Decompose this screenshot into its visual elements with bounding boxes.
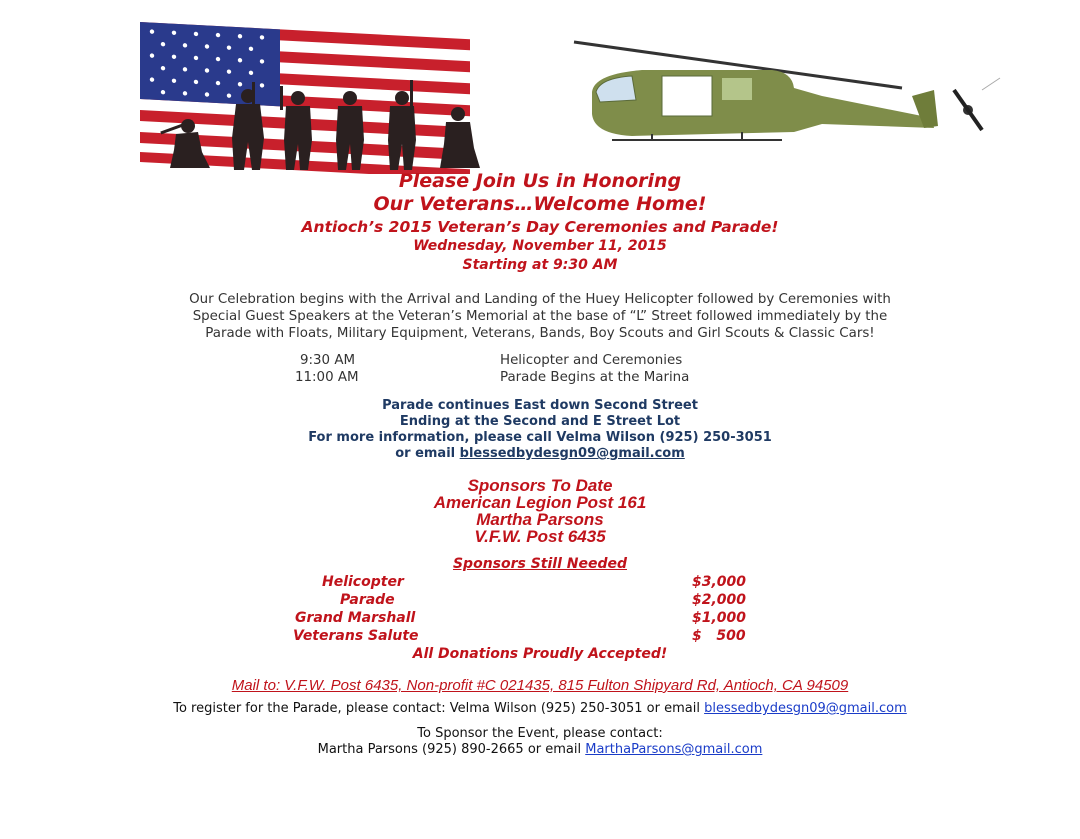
flag-soldiers-image — [140, 22, 485, 174]
parade-route-line-1: Parade continues East down Second Street — [382, 398, 698, 413]
heading-line-2: Our Veterans…Welcome Home! — [373, 193, 707, 215]
sponsors-needed-title — [0, 556, 1080, 572]
info-contact-line: For more information, please call Velma Wilson (925) 250-3051 — [308, 430, 772, 445]
parade-route-line-2: Ending at the Second and E Street Lot — [399, 414, 681, 429]
sponsor-item-amount-2: $2,000 — [692, 592, 747, 608]
sponsor-item-amount-1: $3,000 — [692, 574, 747, 590]
sponsor-name-3: V.F.W. Post 6435 — [474, 527, 606, 546]
sponsor-name-1: American Legion Post 161 — [433, 493, 647, 512]
event-start-time: Starting at 9:30 AM — [462, 257, 618, 273]
sponsor-contact-line-1: To Sponsor the Event, please contact: — [417, 726, 663, 741]
heading-line-1: Please Join Us in Honoring — [398, 170, 682, 192]
schedule-event-2: Parade Begins at the Marina — [500, 370, 690, 385]
mail-to-address — [0, 677, 1080, 694]
sponsor-contact-email-link[interactable]: MarthaParsons@gmail.com — [585, 742, 763, 757]
sponsor-item-label-3: Grand Marshall — [295, 610, 416, 626]
heading-line-3: Antioch’s 2015 Veteran’s Day Ceremonies and Parade! — [301, 218, 779, 236]
info-email-line — [0, 446, 1080, 461]
info-email-link[interactable]: blessedbydesgn09@gmail.com — [459, 446, 685, 461]
sponsor-contact-line-2 — [0, 742, 1080, 757]
info-email-prefix: or email — [395, 446, 460, 461]
sponsor-item-label-2: Parade — [340, 592, 395, 608]
sponsor-item-label-4: Veterans Salute — [293, 628, 419, 644]
register-email-link[interactable]: blessedbydesgn09@gmail.com — [704, 701, 907, 716]
sponsor-item-amount-3: $1,000 — [692, 610, 747, 626]
donations-accepted: All Donations Proudly Accepted! — [412, 646, 668, 662]
sponsor-item-amount-4: $ 500 — [692, 628, 746, 644]
schedule-time-1: 9:30 AM — [300, 353, 356, 368]
schedule-time-2: 11:00 AM — [295, 370, 359, 385]
intro-line-1: Our Celebration begins with the Arrival and Landing of the Huey Helicopter followed by Ceremonies with — [189, 292, 891, 307]
schedule-event-1: Helicopter and Ceremonies — [500, 353, 683, 368]
event-date: Wednesday, November 11, 2015 — [413, 238, 667, 254]
sponsor-name-2: Martha Parsons — [476, 510, 604, 529]
huey-helicopter-image — [572, 36, 1004, 146]
register-line — [0, 701, 1080, 716]
register-text: To register for the Parade, please contact: Velma Wilson (925) 250-3051 or email — [173, 701, 705, 716]
intro-line-3: Parade with Floats, Military Equipment, Veterans, Bands, Boy Scouts and Girl Scouts & Classic Cars! — [205, 326, 875, 341]
sponsor-contact-prefix: Martha Parsons (925) 890-2665 or email — [317, 742, 586, 757]
sponsor-item-label-1: Helicopter — [322, 574, 404, 590]
sponsors-needed-title-text: Sponsors Still Needed — [452, 556, 628, 572]
mail-to-text: Mail to: V.F.W. Post 6435, Non-profit #C 021435, 815 Fulton Shipyard Rd, Antioch, CA 94509 — [231, 677, 849, 694]
intro-line-2: Special Guest Speakers at the Veteran’s Memorial at the base of “L” Street followed immediately by the — [192, 309, 888, 324]
sponsors-to-date-title: Sponsors To Date — [467, 476, 613, 495]
